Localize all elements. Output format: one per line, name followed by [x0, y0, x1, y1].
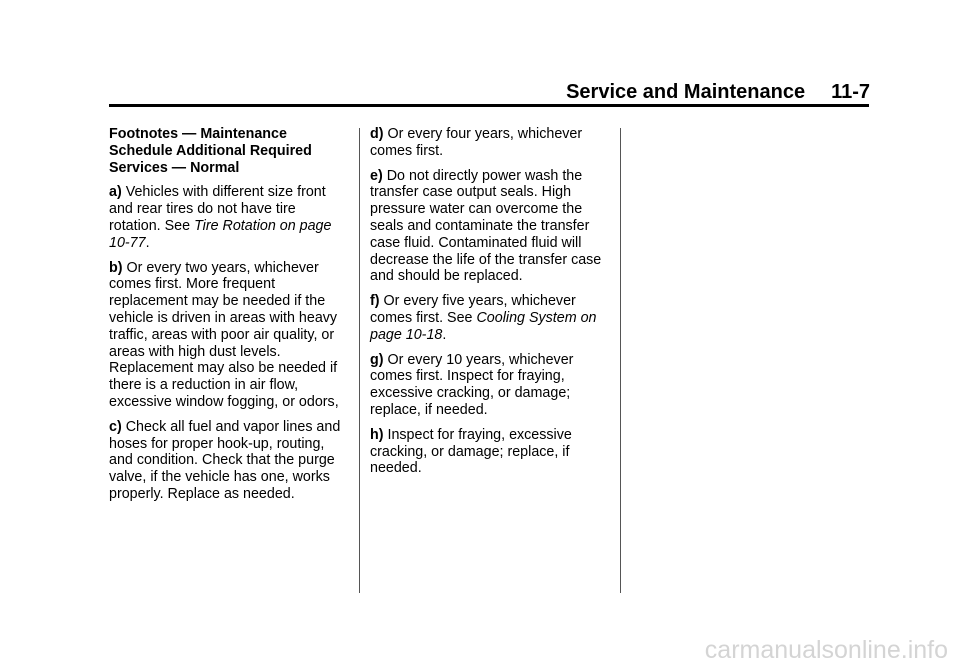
footnote-marker: d) — [370, 126, 384, 142]
page-header — [566, 80, 870, 104]
footnote-g — [370, 352, 610, 419]
footnote-c — [109, 419, 349, 503]
page-number: 11-7 — [831, 81, 870, 103]
footnote-marker: b) — [109, 259, 123, 276]
footnote-marker: a) — [109, 184, 122, 201]
cross-reference: Tire Rotation on page 10-77 — [109, 217, 332, 251]
column-2 — [370, 126, 610, 485]
footnote-h — [370, 427, 610, 477]
footnote-d — [370, 126, 610, 160]
column-divider — [359, 128, 360, 593]
footnote-end: . — [145, 234, 150, 251]
footnotes-title: Footnotes — Maintenance Schedule Additional Required Services — Normal — [109, 126, 312, 176]
footnote-text: Or every four years, whichever comes first. — [370, 126, 583, 159]
footnote-marker: g) — [370, 351, 384, 368]
footnote-text: Check all fuel and vapor lines and hoses for proper hook-up, routing, and condition. Check that the purge valve, if the vehicle has one, works properly. Replace as needed. — [109, 418, 341, 502]
column-divider — [620, 128, 621, 593]
footnote-f — [370, 293, 610, 343]
footnote-text: Inspect for fraying, excessive cracking, or damage; replace, if needed. — [370, 426, 572, 477]
footnote-a — [109, 184, 349, 251]
header-rule — [109, 104, 869, 107]
section-title: Service and Maintenance — [566, 81, 806, 103]
watermark: carmanualsonline.info — [704, 636, 948, 664]
footnote-text: Do not directly power wash the transfer case output seals. High pressure water can overcome the seals and contaminate the transfer case fluid. Contaminated fluid will decrease the life of the transfer case and should be replaced. — [370, 167, 602, 285]
footnote-marker: h) — [370, 426, 384, 443]
footnote-marker: c) — [109, 418, 122, 435]
footnote-e — [370, 168, 610, 286]
cross-reference: Cooling System on page 10-18 — [370, 309, 597, 343]
column-1 — [109, 126, 349, 511]
footnote-text: Or every two years, whichever comes first. More frequent replacement may be needed if the vehicle is driven in areas with heavy traffic, areas with poor air quality, or areas with high dust levels. Replacement may also be needed if there is a reduction in air flow, excessive window fogging, or odors, — [109, 259, 339, 410]
footnote-text: Or every five years, whichever comes first. See — [370, 293, 576, 326]
footnote-text: Vehicles with different size front and rear tires do not have tire rotation. See — [109, 184, 326, 234]
footnote-text: Or every 10 years, whichever comes first. Inspect for fraying, excessive cracking, or damage; replace, if needed. — [370, 351, 574, 418]
footnote-marker: f) — [370, 293, 380, 310]
footnote-b — [109, 260, 349, 411]
footnote-marker: e) — [370, 167, 383, 184]
footnote-end: . — [442, 326, 447, 343]
